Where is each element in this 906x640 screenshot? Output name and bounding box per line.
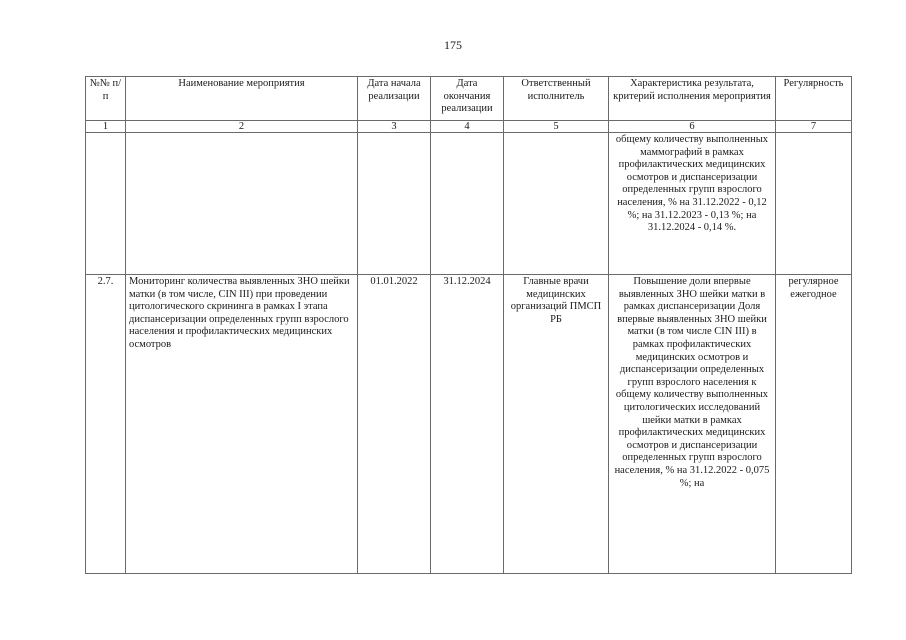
column-number: 1 (86, 121, 126, 133)
row-result: Повышение доли впервые выявленных ЗНО шейки матки в рамках диспансеризации Доля впервые выявленных ЗНО шейки матки (в том числе CIN III) в рамках профилактических медицинских осмотров и диспансеризации определенных групп взрослого населения к общему количеству выполненных цитологических исследований шейки матки в рамках профилактических медицинских осмотров и диспансеризации определенных групп взрослого населения, % на 31.12.2022 - 0,075 %; на (609, 275, 776, 574)
header-regularity: Регулярность (776, 77, 852, 121)
header-end-date: Дата окончания реализации (431, 77, 504, 121)
column-number: 7 (776, 121, 852, 133)
row-end-date (431, 133, 504, 275)
page-number: 175 (444, 38, 462, 52)
row-end-date: 31.12.2024 (431, 275, 504, 574)
column-number: 5 (504, 121, 609, 133)
row-num (86, 133, 126, 275)
column-number: 6 (609, 121, 776, 133)
row-name (126, 133, 358, 275)
header-result: Характеристика результата, критерий исполнения мероприятия (609, 77, 776, 121)
measures-table (85, 76, 852, 574)
header-start-date: Дата начала реализации (358, 77, 431, 121)
column-number-row (86, 121, 852, 133)
column-number: 4 (431, 121, 504, 133)
header-name: Наименование мероприятия (126, 77, 358, 121)
row-start-date (358, 133, 431, 275)
row-num: 2.7. (86, 275, 126, 574)
row-regularity (776, 133, 852, 275)
row-start-date: 01.01.2022 (358, 275, 431, 574)
header-num: №№ п/п (86, 77, 126, 121)
row-regularity: регулярное ежегодное (776, 275, 852, 574)
table-row (86, 133, 852, 275)
header-responsible: Ответственный исполнитель (504, 77, 609, 121)
row-name: Мониторинг количества выявленных ЗНО шейки матки (в том числе, CIN III) при проведении цитологического скрининга в рамках I этапа диспансеризации определенных групп взрослого населения и профилактических медицинских осмотров (126, 275, 358, 574)
table-row (86, 275, 852, 574)
row-responsible (504, 133, 609, 275)
column-number: 2 (126, 121, 358, 133)
row-result: общему количеству выполненных маммографий в рамках профилактических медицинских осмотров и диспансеризации определенных групп взрослого населения, % на 31.12.2022 - 0,12 %; на 31.12.2023 - 0,13 %; на 31.12.2024 - 0,14 %. (609, 133, 776, 275)
header-row (86, 77, 852, 121)
column-number: 3 (358, 121, 431, 133)
row-responsible: Главные врачи медицинских организаций ПМСП РБ (504, 275, 609, 574)
